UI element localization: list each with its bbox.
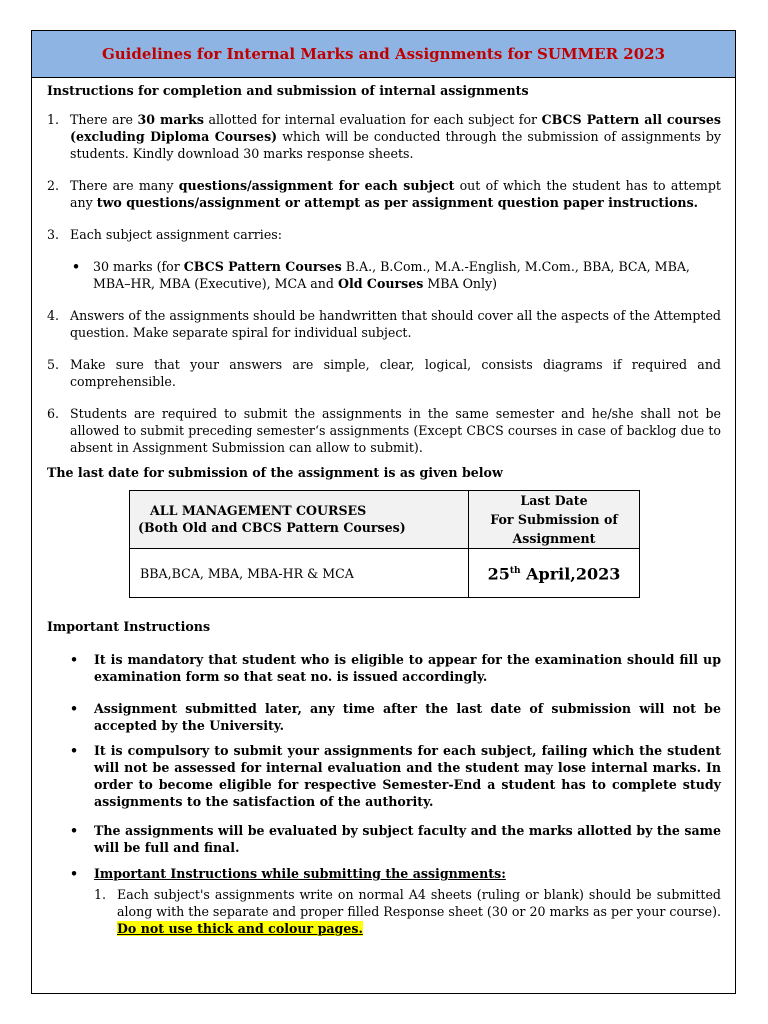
item-number: 2. xyxy=(47,178,60,193)
table-row xyxy=(130,549,640,598)
date-rest: April,2023 xyxy=(520,564,621,584)
important-heading: Important Instructions xyxy=(47,619,211,634)
table-cell-date xyxy=(469,549,640,598)
table-header-row xyxy=(130,491,640,549)
item-number: 1. xyxy=(94,887,107,902)
table-header-date xyxy=(469,491,640,549)
bold-run: Old Courses xyxy=(337,276,424,291)
bold-run: 30 marks xyxy=(137,112,204,127)
marks-sublist xyxy=(47,258,721,292)
text-run: There are xyxy=(70,112,138,127)
bold-run: CBCS Pattern all courses (excluding Diploma Courses) xyxy=(70,112,721,144)
highlighted-text: Do not use thick and colour pages. xyxy=(117,921,363,936)
bullet-icon: • xyxy=(70,743,79,758)
document-body xyxy=(32,78,735,937)
important-bullets xyxy=(47,651,721,882)
instruction-item-4 xyxy=(47,307,721,341)
header-line: Assignment xyxy=(512,531,596,546)
instructions-list-continued xyxy=(47,307,721,456)
important-bullet-4 xyxy=(47,822,721,856)
item-number: 1. xyxy=(47,112,60,127)
header-line: ALL MANAGEMENT COURSES xyxy=(150,502,367,518)
text-run: It is compulsory to submit your assignments for each subject, failing which the student will not be assessed for internal evaluation and the student may lose internal marks. In order to become eligible for respective Semester-End a student has to complete study assignments to the satisfaction of the authority. xyxy=(94,743,721,809)
bullet-icon: • xyxy=(72,259,81,274)
item-number: 6. xyxy=(47,406,60,421)
text-run: Each subject's assignments write on normal A4 sheets (ruling or blank) should be submitted along with the separate and proper filled Response sheet (30 or 20 marks as per your course). xyxy=(117,887,721,919)
document-frame xyxy=(31,30,736,994)
submission-subitem-1 xyxy=(94,886,721,937)
date-suffix: th xyxy=(509,566,521,577)
text-run: 30 marks (for xyxy=(93,259,184,274)
header-line: Last Date xyxy=(520,493,588,508)
text-run: out of which the student has to attempt any xyxy=(70,178,721,210)
instruction-item-3 xyxy=(47,226,721,243)
instruction-item-1 xyxy=(47,111,721,162)
header-line: (Both Old and CBCS Pattern Courses) xyxy=(138,519,406,535)
header-line: For Submission of xyxy=(490,512,618,527)
instruction-item-5 xyxy=(47,356,721,390)
text-run: It is mandatory that student who is eligible to appear for the examination should fill up examination form so that seat no. is issued accordingly. xyxy=(94,652,721,684)
submission-sublist xyxy=(94,886,721,937)
table-cell-courses: BBA,BCA, MBA, MBA-HR & MCA xyxy=(130,549,469,598)
bullet-icon: • xyxy=(70,823,79,838)
title-bar xyxy=(32,31,735,78)
text-run: Make sure that your answers are simple, clear, logical, consists diagrams if required and comprehensible. xyxy=(70,357,721,389)
instruction-item-6 xyxy=(47,405,721,456)
text-run: The assignments will be evaluated by subject faculty and the marks allotted by the same will be full and final. xyxy=(94,823,721,855)
instructions-heading: Instructions for completion and submission of internal assignments xyxy=(47,83,529,98)
important-bullet-3 xyxy=(47,742,721,810)
item-number: 4. xyxy=(47,308,60,323)
text-run: allotted for internal evaluation for each subject for xyxy=(203,112,542,127)
bullet-icon: • xyxy=(70,866,79,881)
text-run: Each subject assignment carries: xyxy=(70,227,282,242)
marks-subitem xyxy=(47,258,721,292)
item-number: 5. xyxy=(47,357,60,372)
bullet-icon: • xyxy=(70,652,79,667)
instructions-list xyxy=(47,111,721,243)
bullet-icon: • xyxy=(70,701,79,716)
text-run: Answers of the assignments should be handwritten that should cover all the aspects of the Attempted question. Make separate spiral for individual subject. xyxy=(70,308,721,340)
last-date-heading: The last date for submission of the assignment is as given below xyxy=(47,465,503,480)
bold-run: CBCS Pattern Courses xyxy=(183,259,342,274)
item-number: 3. xyxy=(47,227,60,242)
date-day: 25 xyxy=(487,564,510,584)
instruction-item-2 xyxy=(47,177,721,211)
text-run: Students are required to submit the assignments in the same semester and he/she shall not be allowed to submit preceding semester‘s assignments (Except CBCS courses in case of backlog due to absent in Assignment Submission can allow to submit). xyxy=(70,406,721,455)
bold-run: questions/assignment for each subject xyxy=(178,178,455,193)
text-run: Assignment submitted later, any time after the last date of submission will not be accepted by the University. xyxy=(94,701,721,733)
bold-run: two questions/assignment or attempt as per assignment question paper instructions. xyxy=(96,195,699,210)
important-bullet-2 xyxy=(47,700,721,734)
page-title: Guidelines for Internal Marks and Assignments for SUMMER 2023 xyxy=(101,45,666,63)
text-run: MBA Only) xyxy=(423,276,498,291)
table-header-courses xyxy=(130,491,469,549)
important-bullet-5 xyxy=(47,865,721,882)
important-bullet-1 xyxy=(47,651,721,685)
text-run: There are many xyxy=(70,178,179,193)
text-run: Important Instructions while submitting the assignments: xyxy=(94,866,506,881)
text-run: B.A., B.Com., M.A.-English, M.Com., BBA, BCA, MBA, MBA–HR, MBA (Executive), MCA and xyxy=(93,259,690,291)
text-run: which will be conducted through the submission of assignments by students. Kindly download 30 marks response sheets. xyxy=(70,129,721,161)
submission-date-table xyxy=(129,490,640,598)
